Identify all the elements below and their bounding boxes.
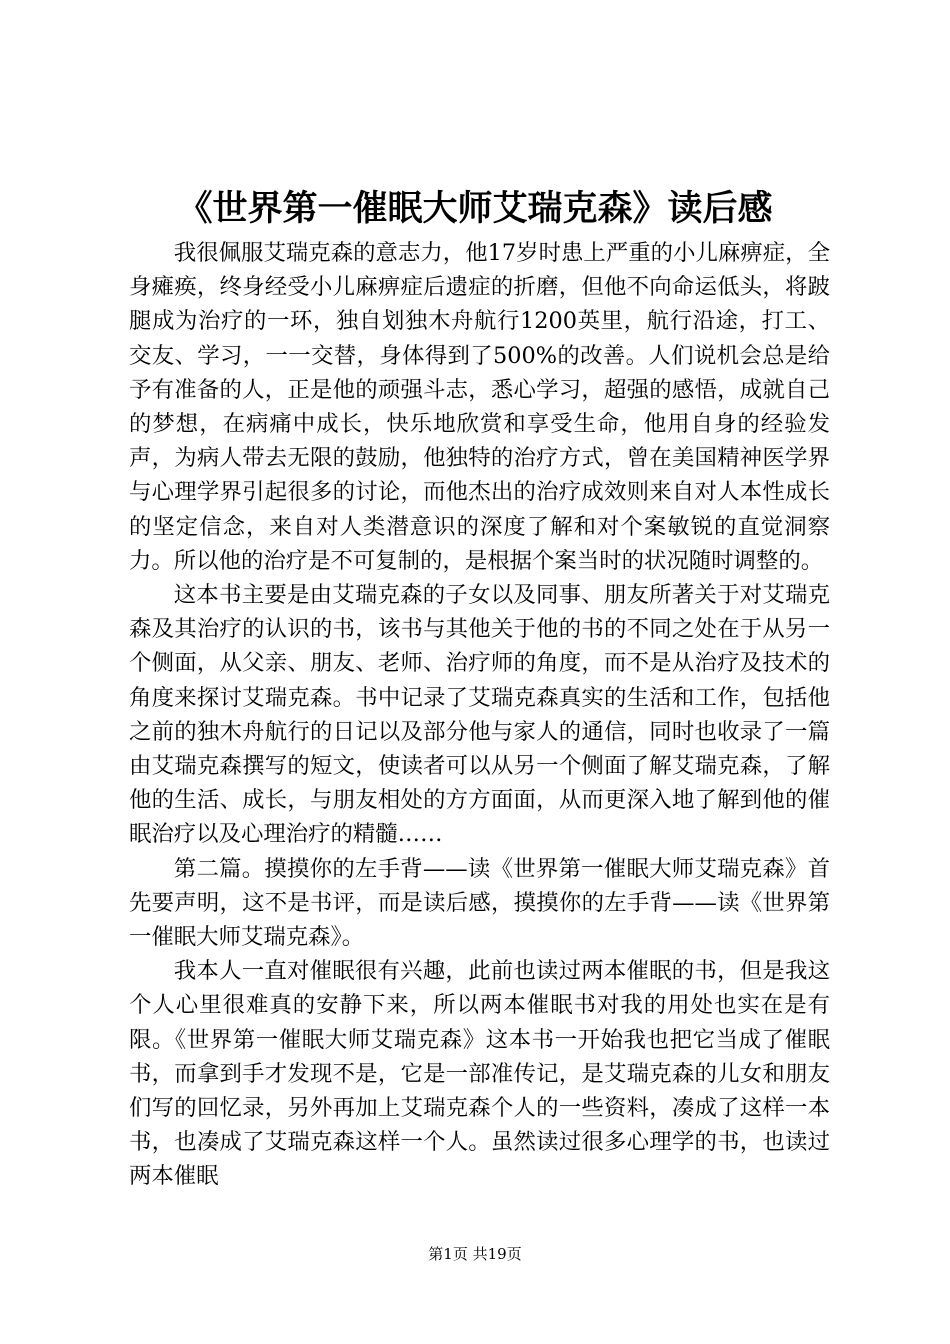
document-body xyxy=(129,236,830,1194)
paragraph: 我本人一直对催眠很有兴趣，此前也读过两本催眠的书，但是我这个人心里很难真的安静下来，所以两本催眠书对我的用处也实在是有限。《世界第一催眠大师艾瑞克森》这本书一开始我也把它当成了催眠书，而拿到手才发现不是，它是一部准传记，是艾瑞克森的儿女和朋友们写的回忆录，另外再加上艾瑞克森个人的一些资料，凑成了这样一本书，也凑成了艾瑞克森这样一个人。虽然读过很多心理学的书，也读过两本催眠 xyxy=(129,958,830,1190)
page-number-footer: 第1页 共19页 xyxy=(428,1245,522,1263)
paragraph: 我很佩服艾瑞克森的意志力，他17岁时患上严重的小儿麻痹症，全身瘫痪，终身经受小儿麻痹症后遗症的折磨，但他不向命运低头，将跛腿成为治疗的一环，独自划独木舟航行1200英里，航行沿途，打工、交友、学习，一一交替，身体得到了500%的改善。人们说机会总是给予有准备的人，正是他的顽强斗志，悉心学习，超强的感悟，成就自己的梦想，在病痛中成长，快乐地欣赏和享受生命，他用自身的经验发声，为病人带去无限的鼓励，他独特的治疗方式，曾在美国精神医学界与心理学界引起很多的讨论，而他杰出的治疗成效则来自对人本性成长的坚定信念，来自对人类潜意识的深度了解和对个案敏锐的直觉洞察力。所以他的治疗是不可复制的，是根据个案当时的状况随时调整的。 xyxy=(129,240,830,574)
paragraph: 第二篇。摸摸你的左手背——读《世界第一催眠大师艾瑞克森》首先要声明，这不是书评，而是读后感，摸摸你的左手背——读《世界第一催眠大师艾瑞克森》。 xyxy=(129,855,830,951)
paragraph: 这本书主要是由艾瑞克森的子女以及同事、朋友所著关于对艾瑞克森及其治疗的认识的书，该书与其他关于他的书的不同之处在于从另一个侧面，从父亲、朋友、老师、治疗师的角度，而不是从治疗及技术的角度来探讨艾瑞克森。书中记录了艾瑞克森真实的生活和工作，包括他之前的独木舟航行的日记以及部分他与家人的通信，同时也收录了一篇由艾瑞克森撰写的短文，使读者可以从另一个侧面了解艾瑞克森，了解他的生活、成长，与朋友相处的方方面面，从而更深入地了解到他的催眠治疗以及心理治疗的精髓…… xyxy=(129,582,830,848)
document-title: 《世界第一催眠大师艾瑞克森》读后感 xyxy=(177,188,773,229)
